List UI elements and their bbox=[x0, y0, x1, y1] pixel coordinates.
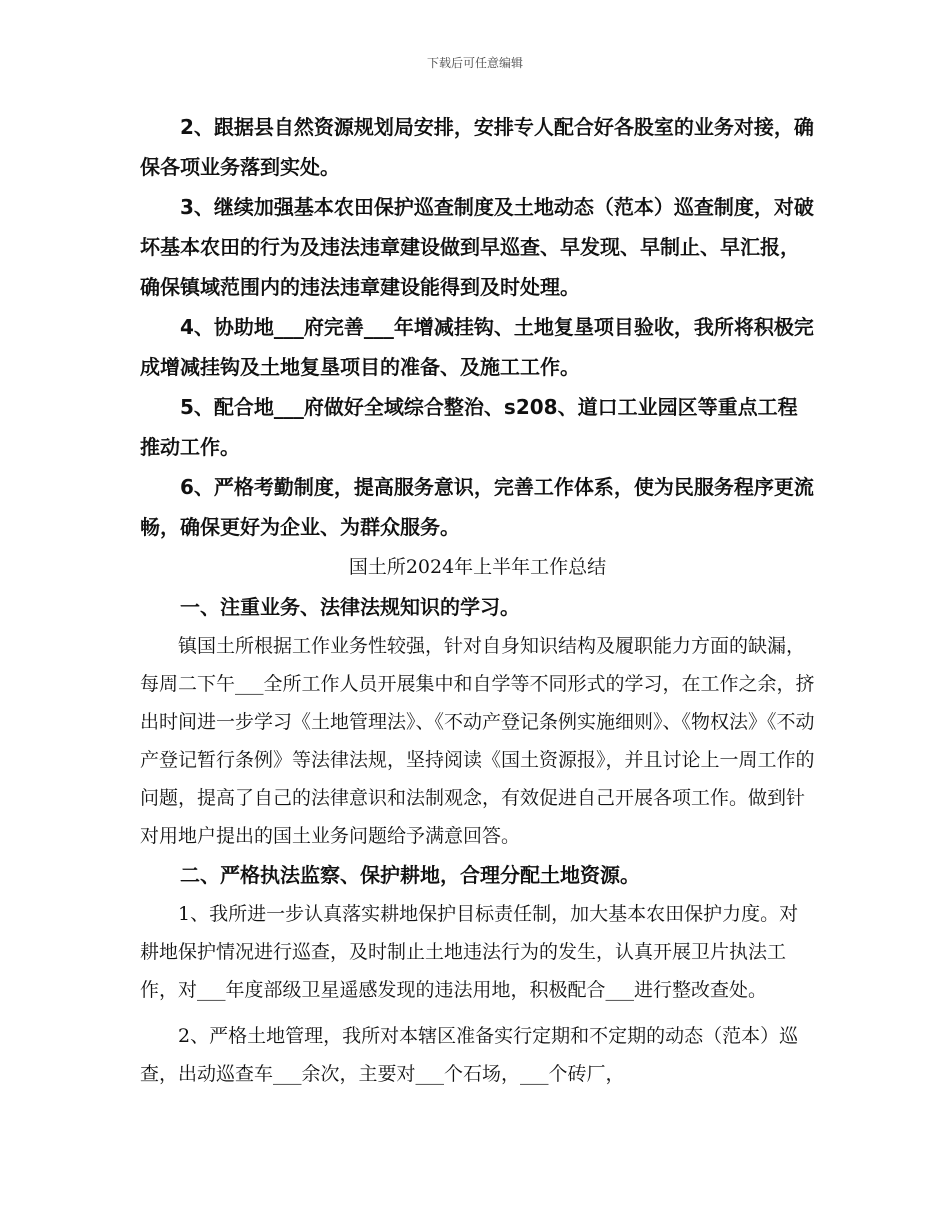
list-item-2: 2、跟据县自然资源规划局安排，安排专人配合好各股室的业务对接，确保各项业务落到实处。 bbox=[140, 115, 814, 179]
section-2-heading: 二、严格执法监察、保护耕地，合理分配土地资源。 bbox=[180, 863, 640, 887]
document-title: 国土所2024年上半年工作总结 bbox=[348, 556, 607, 578]
list-item-4: 4、协助地___府完善___年增减挂钩、土地复垦项目验收，我所将积极完成增减挂钩及土地复垦项目的准备、及施工工作。 bbox=[140, 315, 814, 379]
paragraph-gap bbox=[140, 1009, 815, 1017]
section-2-paragraph-1: 1、我所进一步认真落实耕地保护目标责任制，加大基本农田保护力度。对耕地保护情况进行巡查，及时制止土地违法行为的发生，认真开展卫片执法工作，对___年度部级卫星遥感发现的违法用地，积极配合___进行整改查处。 bbox=[140, 903, 799, 1001]
section-2-paragraph-2: 2、严格土地管理，我所对本辖区准备实行定期和不定期的动态（范本）巡查，出动巡查车___余次，主要对___个石场，___个砖厂， bbox=[140, 1025, 799, 1085]
list-item-6: 6、严格考勤制度，提高服务意识，完善工作体系，使为民服务程序更流畅，确保更好为企业、为群众服务。 bbox=[140, 475, 814, 539]
document-body bbox=[140, 107, 815, 1093]
list-item-3: 3、继续加强基本农田保护巡查制度及土地动态（范本）巡查制度，对破坏基本农田的行为及违法违章建设做到早巡查、早发现、早制止、早汇报，确保镇域范围内的违法违章建设能得到及时处理。 bbox=[140, 195, 814, 299]
section-1-heading: 一、注重业务、法律法规知识的学习。 bbox=[180, 595, 520, 619]
header-note: 下载后可任意编辑 bbox=[426, 56, 523, 70]
list-item-5: 5、配合地___府做好全域综合整治、s208、道口工业园区等重点工程推动工作。 bbox=[140, 395, 798, 459]
section-1-paragraph: 镇国土所根据工作业务性较强，针对自身知识结构及履职能力方面的缺漏，每周二下午___全所工作人员开展集中和自学等不同形式的学习，在工作之余，挤出时间进一步学习《土地管理法》、《不动产登记条例实施细则》、《物权法》《不动产登记暂行条例》等法律法规，坚持阅读《国土资源报》，并且讨论上一周工作的问题，提高了自己的法律意识和法制观念，有效促进自己开展各项工作。做到针对用地户提出的国土业务问题给予满意回答。 bbox=[140, 635, 815, 847]
